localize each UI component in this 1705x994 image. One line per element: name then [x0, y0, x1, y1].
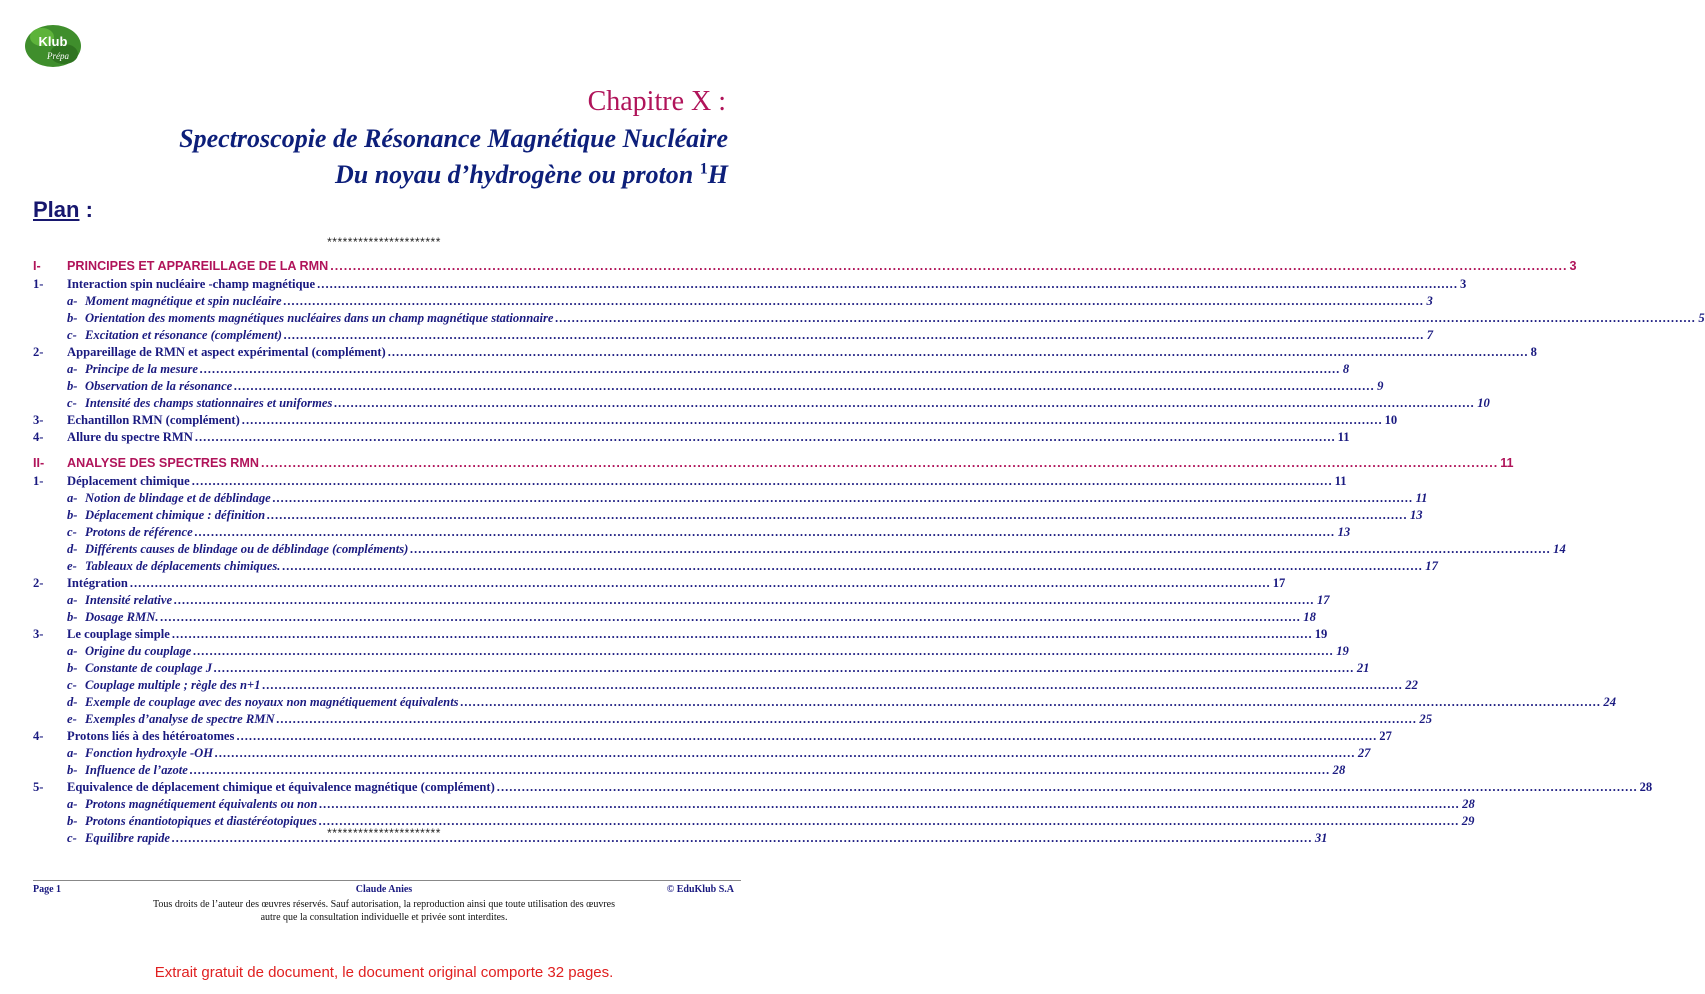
toc-entry[interactable] — [33, 643, 1349, 660]
toc-entry-page: 17 — [1316, 593, 1330, 607]
toc-entry[interactable] — [33, 541, 1566, 558]
toc-entry-number: 1- — [33, 474, 44, 488]
toc-dot-leader — [330, 258, 1567, 275]
logo-text-klub: Klub — [38, 34, 68, 49]
subtitle-superscript: 1 — [699, 160, 708, 178]
toc-entry-title: Le couplage simple — [67, 627, 170, 641]
free-extract-notice: Extrait gratuit de document, le document original comporte 32 pages. — [154, 964, 614, 981]
toc-dot-leader — [388, 344, 1529, 361]
toc-entry-page: 3 — [1426, 294, 1433, 308]
toc-entry-page: 17 — [1272, 576, 1286, 590]
toc-entry-page: 14 — [1553, 542, 1566, 556]
toc-dot-leader — [195, 524, 1336, 541]
footer-copyright: © EduKlub S.A — [666, 884, 734, 895]
toc-entry-page: 22 — [1405, 678, 1418, 692]
toc-entry-title: Echantillon RMN (complément) — [67, 413, 240, 427]
toc-entry-number: e- — [67, 559, 77, 573]
toc-entry[interactable] — [33, 395, 1490, 412]
toc-entry-page: 21 — [1356, 661, 1370, 675]
toc-entry-page: 11 — [1415, 491, 1428, 505]
toc-dot-leader — [200, 361, 1341, 378]
toc-entry-title: Constante de couplage J — [85, 661, 212, 675]
toc-entry-number: d- — [67, 695, 78, 709]
toc-entry-title: Origine du couplage — [85, 644, 192, 658]
footer-divider — [33, 880, 741, 881]
toc-dot-leader — [410, 541, 1551, 558]
toc-dot-leader — [195, 429, 1336, 446]
toc-dot-leader — [319, 796, 1460, 813]
toc-entry[interactable] — [33, 344, 1537, 361]
toc-entry-page: 10 — [1384, 413, 1398, 427]
toc-entry-page: 28 — [1332, 763, 1346, 777]
toc-entry[interactable] — [33, 626, 1328, 643]
toc-entry-number: I- — [33, 259, 41, 273]
toc-entry[interactable] — [33, 473, 1347, 490]
toc-entry-number: 4- — [33, 729, 44, 743]
toc-entry[interactable] — [33, 490, 1428, 507]
klub-prepa-logo — [22, 22, 84, 70]
toc-dot-leader — [267, 507, 1408, 524]
toc-entry-number: b- — [67, 661, 78, 675]
toc-entry-number: b- — [67, 311, 78, 325]
toc-entry-number: c- — [67, 396, 77, 410]
toc-entry-number: 2- — [33, 345, 44, 359]
toc-entry[interactable] — [33, 762, 1346, 779]
toc-entry-number: e- — [67, 712, 77, 726]
toc-entry-title: Notion de blindage et de déblindage — [85, 491, 271, 505]
toc-entry[interactable] — [33, 779, 1653, 796]
toc-entry-page: 27 — [1357, 746, 1371, 760]
toc-entry[interactable] — [33, 455, 1514, 472]
toc-dot-leader — [261, 455, 1498, 472]
toc-entry-title: Observation de la résonance — [85, 379, 233, 393]
toc-entry[interactable] — [33, 609, 1316, 626]
toc-entry-page: 7 — [1426, 328, 1434, 342]
toc-entry-title: Couplage multiple ; règle des n+1 — [85, 678, 261, 692]
toc-entry-number: b- — [67, 610, 78, 624]
chapter-subtitle-line2 — [335, 160, 728, 190]
toc-entry-page: 13 — [1409, 508, 1423, 522]
toc-entry-page: 19 — [1336, 644, 1349, 658]
toc-entry-page: 3 — [1569, 259, 1577, 273]
toc-entry-title: Allure du spectre RMN — [67, 430, 193, 444]
toc-entry-page: 17 — [1425, 559, 1438, 573]
toc-entry-page: 28 — [1462, 797, 1475, 811]
toc-entry-number: II- — [33, 456, 45, 470]
toc-dot-leader — [282, 558, 1423, 575]
toc-entry[interactable] — [33, 558, 1438, 575]
toc-entry-number: a- — [67, 491, 78, 505]
toc-entry-page: 10 — [1477, 396, 1490, 410]
toc-entry[interactable] — [33, 293, 1433, 310]
toc-entry-page: 19 — [1314, 627, 1328, 641]
toc-dot-leader — [130, 575, 1271, 592]
toc-dot-leader — [174, 592, 1315, 609]
toc-dot-leader — [192, 473, 1333, 490]
toc-entry-number: a- — [67, 746, 78, 760]
toc-entry-title: Protons liés à des hétéroatomes — [67, 729, 235, 743]
toc-entry-number: 3- — [33, 627, 44, 641]
toc-entry-title: Moment magnétique et spin nucléaire — [85, 294, 282, 308]
toc-entry-page: 8 — [1342, 362, 1350, 376]
toc-entry-number: b- — [67, 508, 78, 522]
toc-entry-page: 29 — [1461, 814, 1475, 828]
footer-author: Claude Anies — [355, 884, 413, 895]
toc-entry-page: 28 — [1639, 780, 1653, 794]
toc-dot-leader — [193, 643, 1334, 660]
chapter-subtitle-line1: Spectroscopie de Résonance Magnétique Nucléaire — [179, 124, 728, 153]
toc-entry-number: 2- — [33, 576, 44, 590]
toc-entry-number: c- — [67, 678, 77, 692]
toc-entry[interactable] — [33, 728, 1392, 745]
toc-entry-number: c- — [67, 831, 77, 845]
subtitle-element: H — [707, 160, 728, 189]
toc-entry[interactable] — [33, 677, 1418, 694]
toc-dot-leader — [277, 711, 1418, 728]
toc-entry[interactable] — [33, 276, 1467, 293]
toc-entry-title: PRINCIPES ET APPAREILLAGE DE LA RMN — [67, 259, 329, 273]
toc-entry[interactable] — [33, 796, 1475, 813]
toc-entry-page: 18 — [1303, 610, 1316, 624]
toc-entry-title: Orientation des moments magnétiques nucléaires dans un champ magnétique stationnaire — [85, 311, 554, 325]
toc-entry-page: 9 — [1377, 379, 1384, 393]
toc-entry-page: 5 — [1698, 311, 1705, 325]
toc-dot-leader — [242, 412, 1383, 429]
toc-entry-title: Protons magnétiquement équivalents ou non — [85, 797, 318, 811]
toc-entry-title: Equivalence de déplacement chimique et équivalence magnétique (complément) — [67, 780, 495, 794]
plan-colon: : — [79, 197, 93, 222]
toc-entry-title: Différents causes de blindage ou de déblindage (compléments) — [85, 542, 409, 556]
footer-rights-line1: Tous droits de l’auteur des œuvres réservés. Sauf autorisation, la reproduction ainsi que toute utilisation des œuvres — [153, 899, 615, 910]
toc-entry-number: c- — [67, 525, 77, 539]
toc-entry-page: 25 — [1419, 712, 1432, 726]
toc-entry-page: 13 — [1337, 525, 1351, 539]
toc-entry-number: 4- — [33, 430, 44, 444]
toc-entry-title: Appareillage de RMN et aspect expérimental (complément) — [67, 345, 386, 359]
toc-entry-page: 27 — [1379, 729, 1392, 743]
toc-entry-number: c- — [67, 328, 77, 342]
toc-entry[interactable] — [33, 660, 1370, 677]
toc-entry-title: Equilibre rapide — [85, 831, 171, 845]
toc-entry-title: Intégration — [67, 576, 128, 590]
toc-entry-number: a- — [67, 644, 78, 658]
toc-dot-leader — [262, 677, 1403, 694]
toc-entry-page: 11 — [1500, 456, 1514, 470]
plan-label: Plan — [33, 197, 80, 222]
toc-entry[interactable] — [33, 592, 1330, 609]
toc-entry-number: d- — [67, 542, 78, 556]
toc-dot-leader — [334, 395, 1475, 412]
toc-entry[interactable] — [33, 694, 1617, 711]
toc-entry-title: Protons énantiotopiques et diastéréotopiques — [85, 814, 317, 828]
footer-page-number: Page 1 — [33, 884, 62, 895]
toc-entry-page: 24 — [1603, 695, 1617, 709]
toc-entry[interactable] — [33, 745, 1371, 762]
toc-entry[interactable] — [33, 412, 1398, 429]
toc-entry[interactable] — [33, 429, 1350, 446]
toc-entry-number: a- — [67, 593, 78, 607]
toc-entry[interactable] — [33, 507, 1423, 524]
toc-entry-title: Influence de l’azote — [85, 763, 188, 777]
toc-entry-page: 31 — [1314, 831, 1328, 845]
toc-entry[interactable] — [33, 327, 1434, 344]
subtitle-line2-text: Du noyau d’hydrogène ou proton — [334, 160, 694, 189]
toc-entry-page: 8 — [1530, 345, 1537, 359]
toc-entry-number: 1- — [33, 277, 44, 291]
toc-entry-page: 11 — [1337, 430, 1350, 444]
toc-dot-leader — [215, 745, 1356, 762]
toc-entry-number: a- — [67, 797, 78, 811]
footer-rights-line2: autre que la consultation individuelle et privée sont interdites. — [260, 912, 508, 923]
stars-separator-top: ********************** — [327, 235, 441, 249]
toc-entry[interactable] — [33, 310, 1705, 327]
toc-entry-number: b- — [67, 379, 78, 393]
toc-entry[interactable] — [33, 378, 1384, 395]
toc-dot-leader — [214, 660, 1355, 677]
toc-entry-title: Intensité relative — [85, 593, 173, 607]
chapter-title: Chapitre X : — [587, 86, 726, 117]
toc-entry-number: 3- — [33, 413, 44, 427]
logo-text-prepa: Prépa — [47, 51, 69, 61]
toc-entry-title: Déplacement chimique — [67, 474, 190, 488]
toc-entry-number: b- — [67, 814, 78, 828]
toc-entry-page: 11 — [1334, 474, 1347, 488]
toc-dot-leader — [555, 310, 1696, 327]
toc-entry[interactable] — [33, 524, 1351, 541]
toc-dot-leader — [284, 327, 1425, 344]
toc-entry-title: Exemples d’analyse de spectre RMN — [85, 712, 275, 726]
toc-entry-number: a- — [67, 362, 78, 376]
stars-separator-bottom: ********************** — [327, 826, 441, 840]
toc-dot-leader — [172, 626, 1313, 643]
toc-entry-title: ANALYSE DES SPECTRES RMN — [67, 456, 259, 470]
toc-dot-leader — [234, 378, 1375, 395]
toc-dot-leader — [273, 490, 1414, 507]
toc-entry-title: Interaction spin nucléaire -champ magnétique — [67, 277, 316, 291]
toc-entry-title: Tableaux de déplacements chimiques. — [85, 559, 281, 573]
toc-dot-leader — [190, 762, 1331, 779]
toc-entry-number: b- — [67, 763, 78, 777]
toc-dot-leader — [461, 694, 1602, 711]
toc-entry-title: Déplacement chimique : définition — [85, 508, 266, 522]
toc-entry[interactable] — [33, 575, 1286, 592]
toc-entry-title: Dosage RMN. — [85, 610, 159, 624]
toc-entry-title: Intensité des champs stationnaires et uniformes — [85, 396, 333, 410]
toc-entry[interactable] — [33, 361, 1350, 378]
toc-entry-page: 3 — [1459, 277, 1467, 291]
toc-entry-title: Principe de la mesure — [85, 362, 198, 376]
toc-entry-title: Exemple de couplage avec des noyaux non magnétiquement équivalents — [85, 695, 459, 709]
toc-dot-leader — [236, 728, 1377, 745]
toc-entry[interactable] — [33, 711, 1432, 728]
toc-dot-leader — [284, 293, 1425, 310]
toc-entry[interactable] — [33, 258, 1577, 275]
toc-entry-number: 5- — [33, 780, 44, 794]
toc-dot-leader — [160, 609, 1301, 626]
toc-dot-leader — [317, 276, 1458, 293]
toc-entry-title: Protons de référence — [85, 525, 193, 539]
plan-heading — [33, 197, 93, 223]
toc-dot-leader — [497, 779, 1638, 796]
toc-entry-title: Excitation et résonance (complément) — [85, 328, 282, 342]
toc-entry-title: Fonction hydroxyle -OH — [85, 746, 214, 760]
footer-rights-notice — [0, 898, 768, 924]
toc-entry-number: a- — [67, 294, 78, 308]
